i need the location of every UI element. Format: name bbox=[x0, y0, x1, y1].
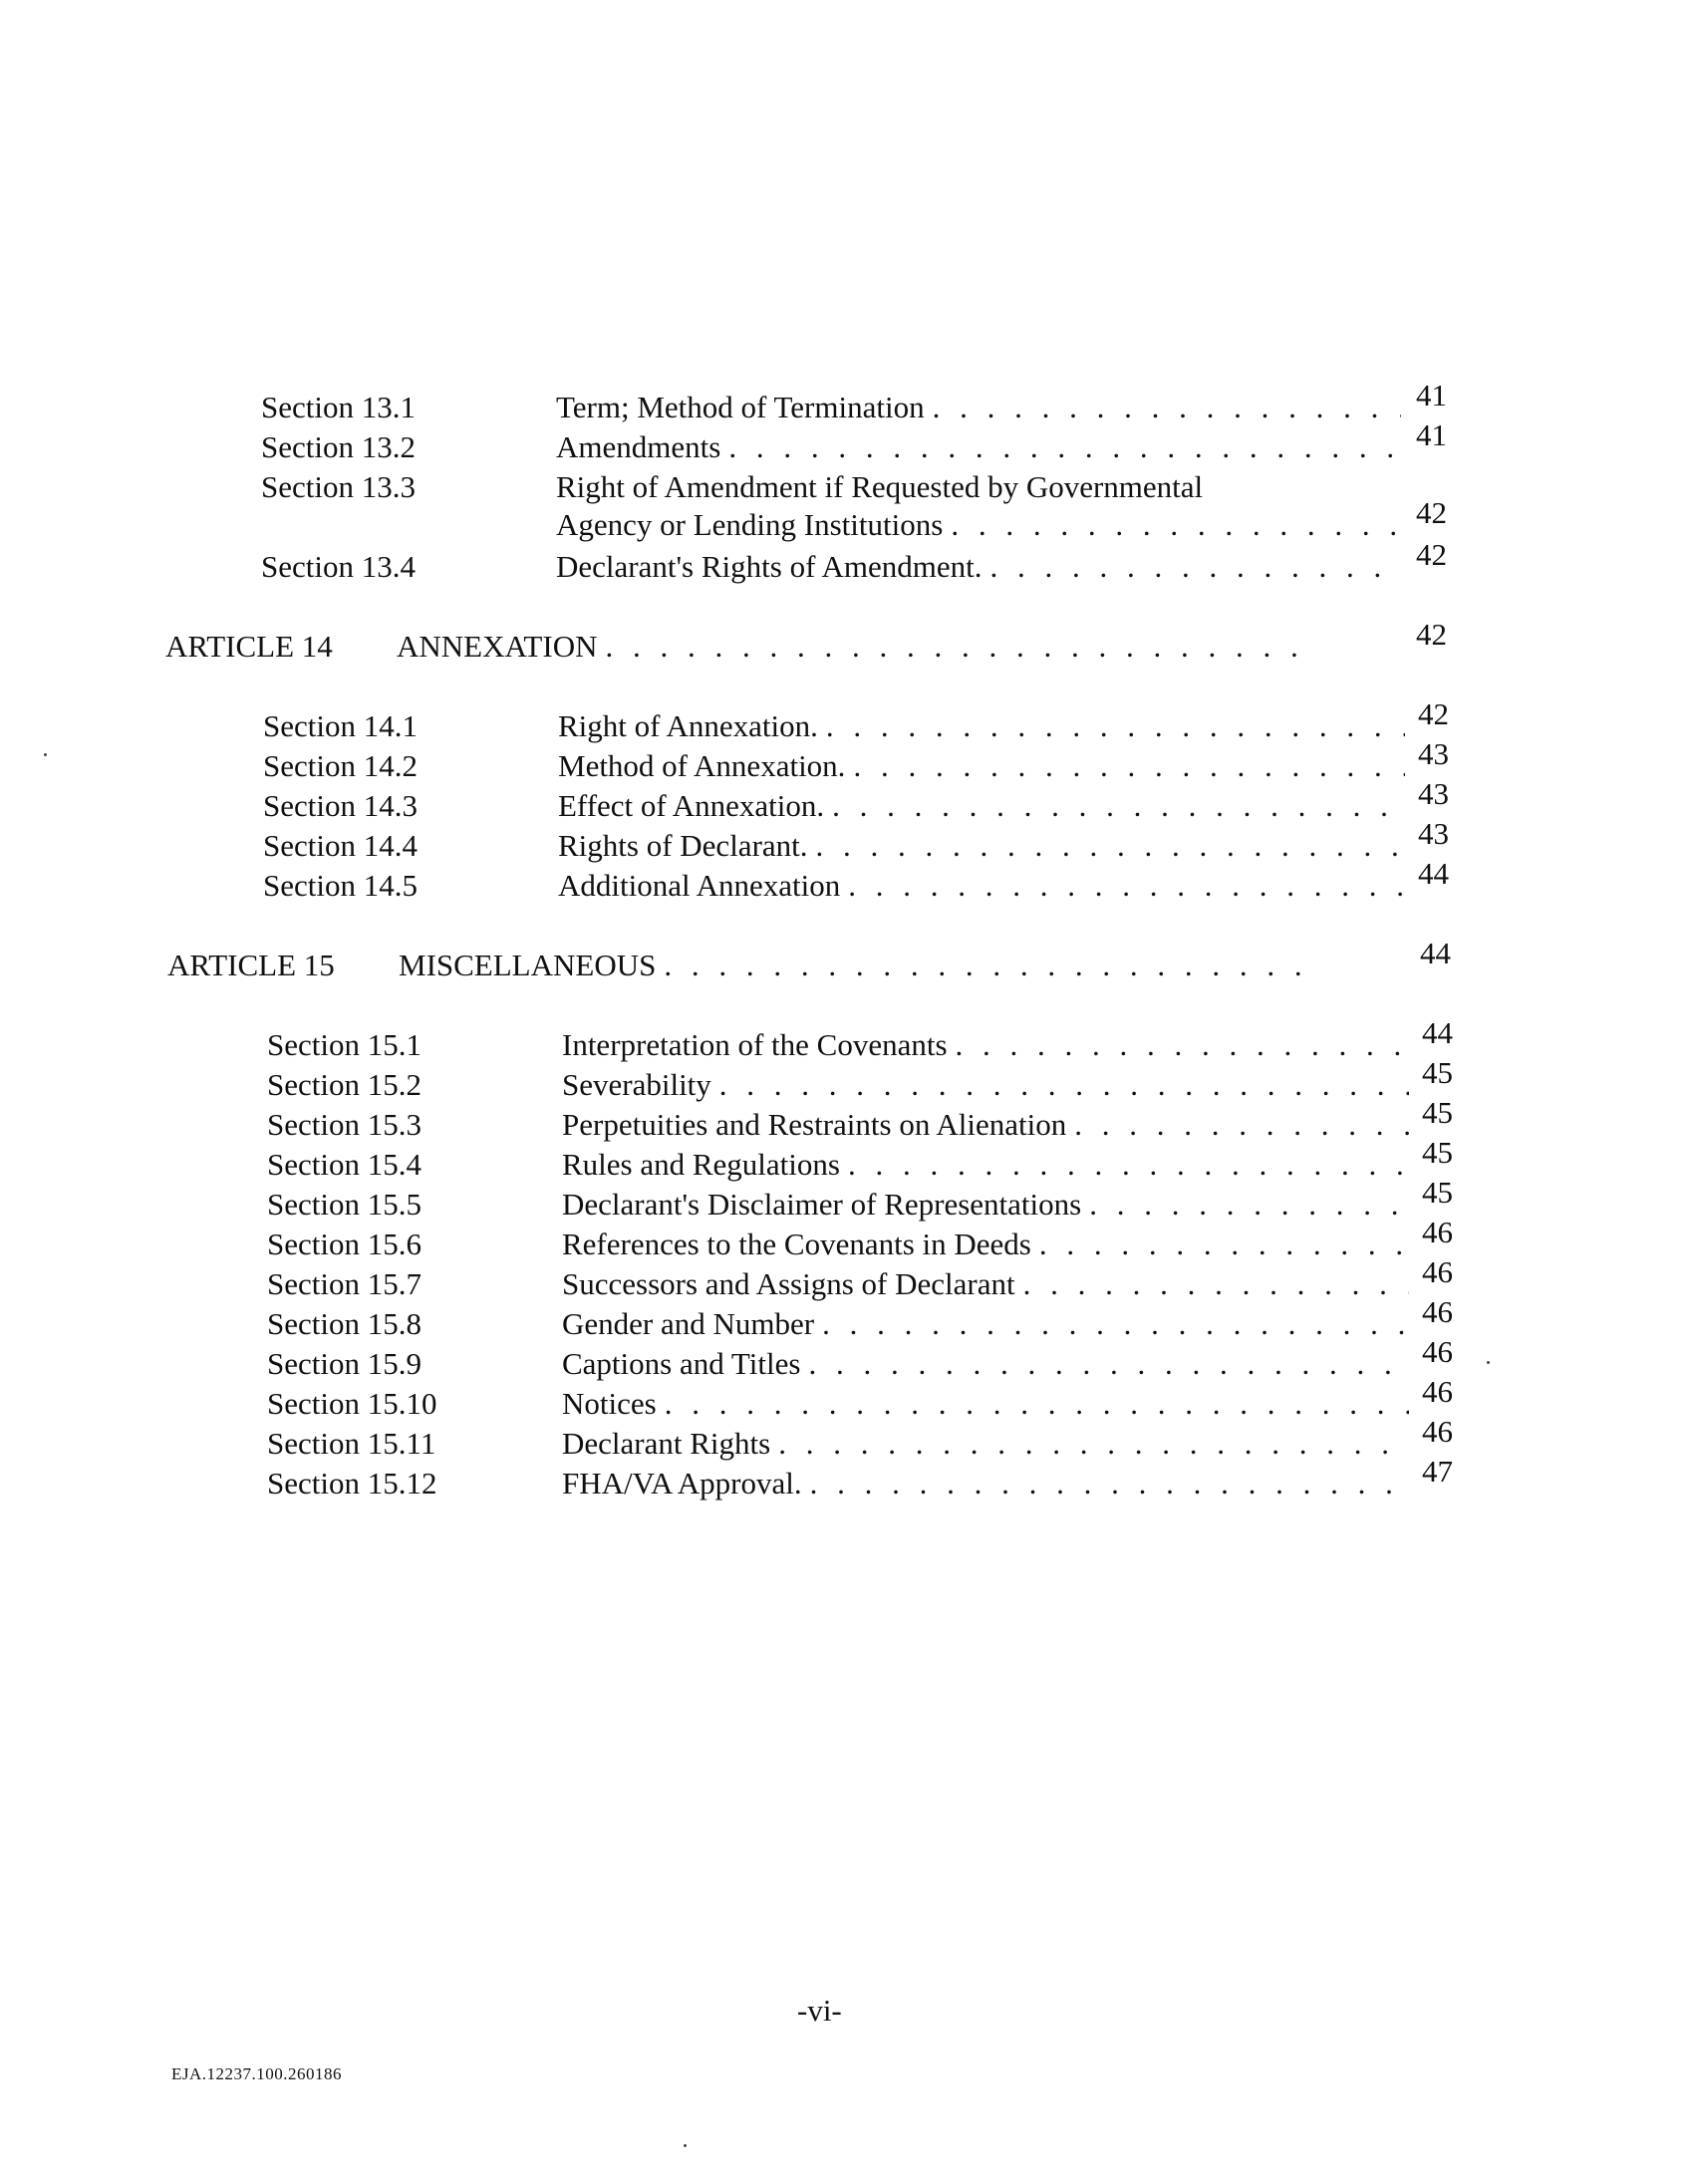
page-number: 42 bbox=[1416, 537, 1447, 572]
leader-dots bbox=[989, 544, 1401, 590]
section-title: Effect of Annexation. bbox=[558, 788, 825, 823]
section-label: Section 13.2 bbox=[261, 429, 416, 464]
section-label: Section 15.1 bbox=[267, 1027, 422, 1062]
article-label: ARTICLE 15 bbox=[167, 948, 335, 982]
section-title: Declarant's Rights of Amendment. bbox=[556, 549, 983, 584]
section-title: Successors and Assigns of Declarant bbox=[562, 1266, 1015, 1301]
page-number: 46 bbox=[1422, 1215, 1453, 1249]
section-label: Section 15.11 bbox=[267, 1426, 436, 1461]
page-number: 42 bbox=[1416, 617, 1447, 652]
page-number: 46 bbox=[1422, 1414, 1453, 1449]
page-number: 44 bbox=[1422, 1015, 1453, 1050]
section-title: Declarant's Disclaimer of Representations bbox=[562, 1187, 1082, 1222]
article-title: ANNEXATION bbox=[397, 629, 598, 664]
section-label: Section 15.12 bbox=[267, 1466, 437, 1501]
page-number: 42 bbox=[1416, 495, 1447, 530]
section-label: Section 15.7 bbox=[267, 1266, 422, 1301]
section-label: Section 15.6 bbox=[267, 1227, 422, 1261]
section-title: Additional Annexation bbox=[558, 868, 841, 903]
document-id: EJA.12237.100.260186 bbox=[171, 2064, 343, 2083]
section-title: Method of Annexation. bbox=[558, 748, 846, 783]
section-title: Right of Annexation. bbox=[558, 708, 818, 743]
section-label: Section 15.4 bbox=[267, 1147, 422, 1182]
section-label: Section 15.9 bbox=[267, 1346, 422, 1381]
page-number: 46 bbox=[1422, 1374, 1453, 1409]
leader-dots bbox=[951, 502, 1401, 548]
section-label: Section 14.5 bbox=[263, 868, 418, 903]
section-label: Section 14.3 bbox=[263, 788, 418, 823]
section-title: Gender and Number bbox=[562, 1306, 815, 1341]
section-title: Rights of Declarant. bbox=[558, 828, 808, 863]
section-label: Section 13.3 bbox=[261, 469, 416, 504]
page-number: 44 bbox=[1418, 856, 1449, 891]
article-label: ARTICLE 14 bbox=[165, 629, 333, 664]
section-title: Agency or Lending Institutions bbox=[556, 507, 944, 542]
section-title: Notices bbox=[562, 1386, 657, 1421]
page-number: 44 bbox=[1420, 936, 1451, 970]
scan-speck bbox=[684, 2144, 687, 2147]
section-label: Section 15.2 bbox=[267, 1067, 422, 1102]
article-title: MISCELLANEOUS bbox=[399, 948, 657, 982]
page-number: 47 bbox=[1422, 1454, 1453, 1489]
section-label: Section 14.2 bbox=[263, 748, 418, 783]
section-title: Interpretation of the Covenants bbox=[562, 1027, 948, 1062]
page-number: 45 bbox=[1422, 1095, 1453, 1130]
section-title: Term; Method of Termination bbox=[556, 390, 925, 424]
toc-entry bbox=[267, 1454, 1463, 1506]
section-label: Section 13.4 bbox=[261, 549, 416, 584]
page-number: 43 bbox=[1418, 776, 1449, 811]
page-number: 42 bbox=[1418, 696, 1449, 731]
section-label: Section 14.1 bbox=[263, 708, 418, 743]
section-title: Captions and Titles bbox=[562, 1346, 801, 1381]
article-entry bbox=[165, 617, 1461, 670]
section-title: Severability bbox=[562, 1067, 711, 1102]
page-number: 43 bbox=[1418, 816, 1449, 851]
toc-entry bbox=[263, 856, 1459, 909]
page-footer-number: -vi- bbox=[797, 1993, 842, 2028]
section-label: Section 14.4 bbox=[263, 828, 418, 863]
scan-speck bbox=[1487, 1361, 1490, 1364]
section-label: Section 15.5 bbox=[267, 1187, 422, 1222]
scan-speck bbox=[44, 753, 47, 756]
page-number: 41 bbox=[1416, 417, 1447, 452]
page-number: 45 bbox=[1422, 1055, 1453, 1090]
section-title: Perpetuities and Restraints on Alienation bbox=[562, 1107, 1067, 1142]
article-entry bbox=[167, 936, 1463, 988]
section-label: Section 15.3 bbox=[267, 1107, 422, 1142]
section-label: Section 15.8 bbox=[267, 1306, 422, 1341]
page-number: 43 bbox=[1418, 736, 1449, 771]
section-title: Rules and Regulations bbox=[562, 1147, 840, 1182]
section-title: References to the Covenants in Deeds bbox=[562, 1227, 1031, 1261]
section-label: Section 15.10 bbox=[267, 1386, 437, 1421]
page-number: 45 bbox=[1422, 1135, 1453, 1170]
page-number: 46 bbox=[1422, 1254, 1453, 1289]
section-title: FHA/VA Approval. bbox=[562, 1466, 802, 1501]
page-number: 45 bbox=[1422, 1175, 1453, 1210]
leader-dots bbox=[848, 863, 1405, 909]
leader-dots bbox=[810, 1461, 1409, 1506]
page-number: 41 bbox=[1416, 378, 1447, 412]
toc-entry bbox=[261, 464, 1457, 548]
leader-dots bbox=[664, 943, 1307, 988]
page-number: 46 bbox=[1422, 1334, 1453, 1369]
section-title: Amendments bbox=[556, 429, 721, 464]
section-label: Section 13.1 bbox=[261, 390, 416, 424]
section-title-line1: Right of Amendment if Requested by Governmental bbox=[556, 469, 1204, 504]
toc-entry bbox=[261, 537, 1457, 590]
section-title: Declarant Rights bbox=[562, 1426, 771, 1461]
page-number: 46 bbox=[1422, 1294, 1453, 1329]
leader-dots bbox=[605, 624, 1305, 670]
